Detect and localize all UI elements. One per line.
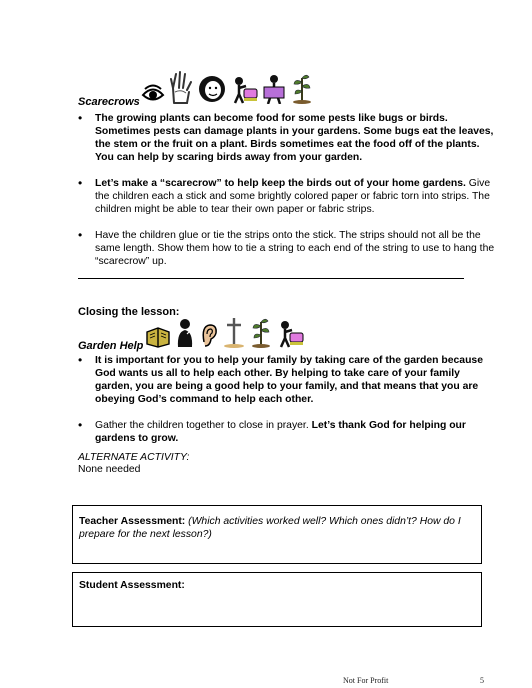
bullet-text: Give the children each a stick and some brightly colored paper or fabric torn into strips. The children might be able to tear their own paper or fabric strips.	[95, 178, 491, 215]
closing-bullet-list	[78, 354, 498, 458]
student-assessment-label: Student Assessment:	[79, 580, 185, 591]
bullet-bold-text: Let’s thank God for helping our gardens to grow.	[95, 420, 466, 444]
praying-child-icon	[174, 318, 196, 348]
closing-bullet-2	[78, 419, 498, 445]
closing-heading: Closing the lesson:	[78, 306, 180, 318]
bullet-bold-text: It is important for you to help your family by taking care of the garden because God wants us all to help each other. By helping to take care of your family garden, you are being a good help to your family, and that means that you are obeying God’s command to help each other.	[95, 355, 483, 405]
student-assessment-text	[79, 579, 474, 592]
scarecrows-icon-row	[141, 70, 314, 104]
garden-help-heading: Garden Help	[78, 340, 144, 352]
cross-icon	[222, 316, 246, 348]
teacher-assessment-text	[79, 515, 474, 541]
bible-icon	[145, 324, 171, 348]
scarecrows-bullet-3	[78, 229, 498, 268]
teacher-assessment-box[interactable]	[72, 505, 482, 564]
closing-icon-row	[145, 316, 304, 348]
alternate-activity-value: None needed	[78, 464, 141, 475]
scarecrows-bullet-2	[78, 177, 498, 216]
teacher-assessment-label: Teacher Assessment:	[79, 516, 186, 527]
plant-sprout-icon	[249, 316, 273, 348]
hand-icon	[168, 70, 194, 104]
bullet-bold-text: Let’s make a “scarecrow” to help keep the birds out of your home gardens.	[95, 178, 466, 189]
scarecrows-heading: Scarecrows	[78, 96, 140, 108]
face-icon	[197, 74, 227, 104]
page-number: 5	[480, 676, 484, 685]
bullet-text: Have the children glue or tie the strips onto the stick. The strips should not all be the same length. Show them how to tie a string to each end of the string to use to hang the “scarecrow” up.	[95, 230, 495, 267]
eye-icon	[141, 82, 165, 104]
section-divider	[78, 278, 464, 279]
scarecrows-bullet-list	[78, 112, 498, 281]
bullet-bold-text: The growing plants can become food for some pests like bugs or birds. Sometimes pests can damage plants in your gardens. Some bugs eat the leaves, the stem or the fruit on a plant. Birds sometimes eat the food off of the plants. You can help by scaring birds away from your garden.	[95, 113, 494, 163]
ear-icon	[199, 322, 219, 348]
bullet-text: Gather the children together to close in prayer.	[95, 420, 312, 431]
child-painting-icon	[230, 76, 258, 104]
scarecrows-bullet-1	[78, 112, 498, 164]
footer-note: Not For Profit	[343, 676, 389, 685]
teacher-assessment-prompt: (Which activities worked well? Which ones didn’t? How do I prepare for the next lesson?)	[79, 516, 461, 540]
plant-sprout-icon	[290, 72, 314, 104]
child-painting-icon	[276, 320, 304, 348]
box-carrier-icon	[261, 74, 287, 104]
closing-bullet-1	[78, 354, 498, 406]
alternate-activity-label: ALTERNATE ACTIVITY:	[78, 452, 190, 463]
student-assessment-box[interactable]	[72, 572, 482, 627]
